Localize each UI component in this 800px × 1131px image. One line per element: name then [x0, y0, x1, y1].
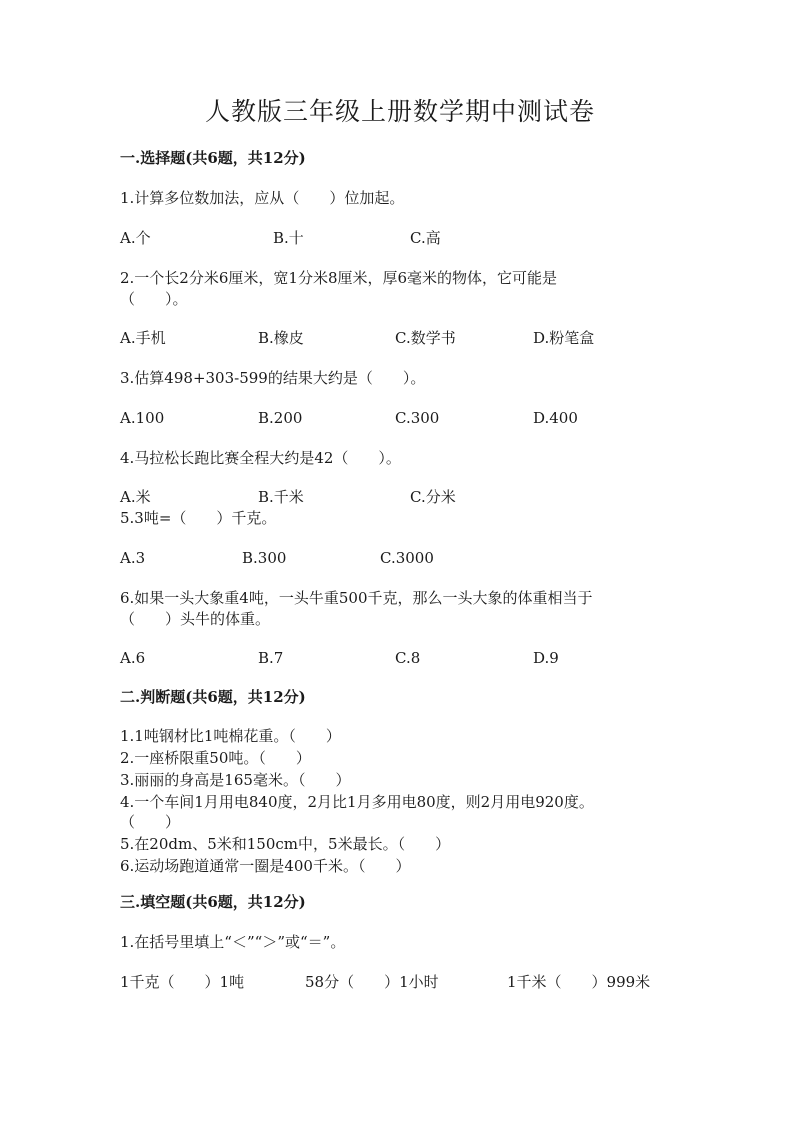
page-title: 人教版三年级上册数学期中测试卷 — [204, 97, 595, 126]
option-a: A.手机 — [120, 329, 166, 347]
judgement-item-continued: （ ） — [120, 813, 181, 831]
question-text: 1.计算多位数加法，应从（ ）位加起。 — [120, 189, 405, 207]
question-text: 5.3吨=（ ）千克。 — [120, 509, 277, 527]
option-c: C.数学书 — [395, 329, 456, 347]
judgement-item: 4.一个车间1月用电840度，2月比1月多用电80度，则2月用电920度。 — [120, 793, 594, 811]
option-a: A.100 — [120, 409, 165, 427]
option-a: A.6 — [120, 649, 146, 667]
judgement-item: 1.1吨钢材比1吨棉花重。（ ） — [120, 727, 341, 745]
question-text-continued: （ ）。 — [120, 290, 188, 308]
option-c: C.高 — [410, 229, 441, 247]
question-text: 1.在括号里填上“＜”“＞”或“＝”。 — [120, 933, 346, 951]
section-heading-fill-blank: 三.填空题(共6题，共12分) — [120, 893, 306, 911]
question-text: 4.马拉松长跑比赛全程大约是42（ ）。 — [120, 449, 401, 467]
option-d: D.粉笔盒 — [533, 329, 595, 347]
question-text: 2.一个长2分米6厘米，宽1分米8厘米，厚6毫米的物体，它可能是 — [120, 269, 558, 287]
fill-blank-item: 1千克（ ）1吨 — [120, 973, 245, 991]
option-d: D.9 — [533, 649, 559, 667]
fill-blank-item: 1千米（ ）999米 — [507, 973, 651, 991]
option-c: C.分米 — [410, 488, 456, 506]
option-b: B.7 — [258, 649, 284, 667]
question-text: 6.如果一头大象重4吨，一头牛重500千克，那么一头大象的体重相当于 — [120, 589, 593, 607]
question-text-continued: （ ）头牛的体重。 — [120, 610, 271, 628]
option-c: C.300 — [395, 409, 440, 427]
option-a: A.个 — [120, 229, 151, 247]
option-a: A.米 — [120, 488, 151, 506]
section-heading-judgement: 二.判断题(共6题，共12分) — [120, 688, 306, 706]
question-text: 3.估算498+303-599的结果大约是（ ）。 — [120, 369, 426, 387]
option-c: C.8 — [395, 649, 421, 667]
judgement-item: 5.在20dm、5米和150cm中，5米最长。（ ） — [120, 835, 451, 853]
fill-blank-item: 58分（ ）1小时 — [305, 973, 439, 991]
judgement-item: 3.丽丽的身高是165毫米。（ ） — [120, 771, 351, 789]
option-b: B.千米 — [258, 488, 304, 506]
option-b: B.300 — [242, 549, 287, 567]
option-c: C.3000 — [380, 549, 434, 567]
option-a: A.3 — [120, 549, 146, 567]
section-heading-choice: 一.选择题(共6题，共12分) — [120, 149, 306, 167]
judgement-item: 6.运动场跑道通常一圈是400千米。（ ） — [120, 857, 411, 875]
option-d: D.400 — [533, 409, 578, 427]
option-b: B.200 — [258, 409, 303, 427]
option-b: B.十 — [273, 229, 304, 247]
judgement-item: 2.一座桥限重50吨。（ ） — [120, 749, 311, 767]
option-b: B.橡皮 — [258, 329, 304, 347]
